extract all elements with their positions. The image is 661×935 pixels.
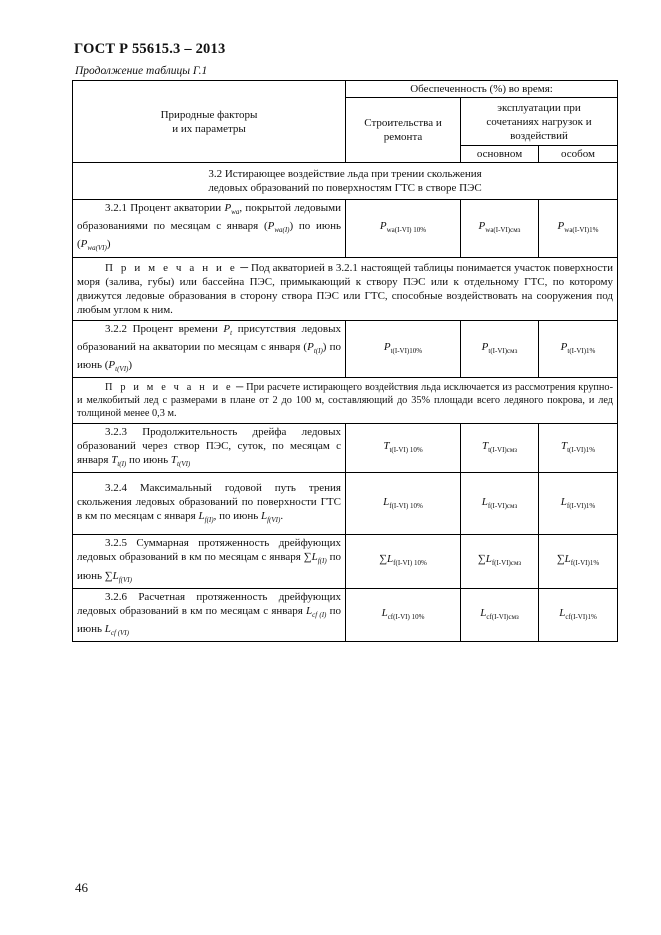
header-factors (73, 81, 346, 163)
row-3-2-3-construction: $T_{t(I-VI) 10\%}$ (346, 424, 461, 473)
note-2-text: ─ При расчете истирающего воздействия льда исключается из рассмотрения крупно- и мелкобитый лед с размерами в плане от 2 до 100 м, составляющий до 35% площади всего ледяного покрова, и лед толщиной менее 0,3 м. (77, 382, 614, 420)
row-3-2-5-label: 3.2.5 Суммарная протяженность дрейфующих ледовых образований в км по месяцам с января $\sum L_{f(I)}$ по июнь $\sum L_{f(VI)}$ (73, 535, 346, 588)
row-3-2-4-special: $L_{f(I-VI)1\%}$ (539, 473, 618, 535)
table-row (73, 424, 618, 473)
header-construction (346, 98, 461, 163)
header-construction-line2: ремонта (383, 131, 423, 143)
table-row (73, 473, 618, 535)
row-3-2-2-basic: $P_{t(I-VI)смз}$ (461, 320, 539, 378)
note-1-text: ─ Под акваторией в 3.2.1 настоящей таблицы понимается участок поверхности моря (залива, губы) или бассейна ПЭС, примыкающий к створу ПЭС или к отдельному ГТС, по которому движутся ледовые образования в сторону створа ПЭС или ГТС, способные воздействовать на сооружения под любым углом к ним. (77, 261, 614, 316)
data-table (72, 80, 618, 642)
row-3-2-5-special: $\sum L_{f(I-VI)1\%}$ (539, 535, 618, 588)
section-title (73, 163, 618, 200)
row-3-2-3-label: 3.2.3 Продолжительность дрейфа ледовых образований через створ ПЭС, суток, по месяцам с января $T_{t(I)}$ по июнь $T_{t(VI)}$ (73, 424, 346, 473)
row-3-2-1-construction: $P_{wa(I-VI) 10\%}$ (346, 200, 461, 258)
header-basic: основном (461, 146, 539, 163)
note-1 (73, 257, 618, 320)
table-row (73, 535, 618, 588)
row-3-2-5-construction: $\sum L_{f(I-VI) 10\%}$ (346, 535, 461, 588)
row-3-2-3-basic: $T_{t(I-VI)смз}$ (461, 424, 539, 473)
row-3-2-6-label: 3.2.6 Расчетная протяженность дрейфующих ледовых образований в км по месяцам с января $L_{cf (I)}$ по июнь $L_{cf (VI)}$ (73, 588, 346, 641)
section-title-line1: 3.2 Истирающее воздействие льда при трении скольжения (208, 168, 482, 180)
header-factors-line1: Природные факторы (160, 108, 258, 121)
row-3-2-1-special: $P_{wa(I-VI)1\%}$ (539, 200, 618, 258)
note-2-label: П р и м е ч а н и е (105, 382, 234, 394)
note-2 (73, 378, 618, 424)
row-3-2-2-label: 3.2.2 Процент времени $P_t$ присутствия ледовых образований на акватории по месяцам с января $(P_{t(I)})$ по июнь $(P_{t(VI)})$ (73, 320, 346, 378)
header-construction-line1: Строительства и (364, 117, 442, 129)
table-row (73, 588, 618, 641)
table-row (73, 200, 618, 258)
note-1-label: П р и м е ч а н и е (105, 261, 238, 274)
row-3-2-1-basic: $P_{wa(I-VI)смз}$ (461, 200, 539, 258)
header-operation-line3: воздействий (510, 129, 568, 142)
header-operation-line2: сочетаниях нагрузок и (486, 115, 592, 128)
row-3-2-5-basic: $\sum L_{f(I-VI)смз}$ (461, 535, 539, 588)
header-probability-group: Обеспеченность (%) во время: (346, 81, 618, 98)
row-3-2-3-special: $T_{t(I-VI)1\%}$ (539, 424, 618, 473)
row-3-2-6-basic: $L_{cf(I-VI)смз}$ (461, 588, 539, 641)
header-operation (461, 98, 618, 146)
row-3-2-4-construction: $L_{f(I-VI) 10\%}$ (346, 473, 461, 535)
row-3-2-2-construction: $P_{t(I-VI)10\%}$ (346, 320, 461, 378)
row-3-2-2-special: $P_{t(I-VI)1\%}$ (539, 320, 618, 378)
document-title: ГОСТ Р 55615.3 – 2013 (74, 41, 226, 57)
table-continuation-caption: Продолжение таблицы Г.1 (75, 65, 208, 77)
row-3-2-1-label: 3.2.1 Процент акватории $P_{wa}$, покрытой ледовыми образованиями по месяцам с января $(P_{wa(I)})$ по июнь $(P_{wa(VI)})$ (73, 200, 346, 258)
page-number: 46 (75, 880, 88, 895)
row-3-2-6-construction: $L_{cf(I-VI) 10\%}$ (346, 588, 461, 641)
header-operation-line1: эксплуатации при (497, 101, 581, 114)
row-3-2-6-special: $L_{cf(I-VI)1\%}$ (539, 588, 618, 641)
section-title-line2: ледовых образований по поверхностям ГТС в створе ПЭС (208, 182, 482, 194)
table-row (73, 320, 618, 378)
header-factors-line2: и их параметры (172, 122, 246, 135)
row-3-2-4-label: 3.2.4 Максимальный годовой путь трения скольжения ледовых образований по поверхности ГТС в км по месяцам с января $L_{f(I)}$, по июнь $L_{f(VI)}$. (73, 473, 346, 535)
row-3-2-4-basic: $L_{f(I-VI)смз}$ (461, 473, 539, 535)
header-special: особом (539, 146, 618, 163)
